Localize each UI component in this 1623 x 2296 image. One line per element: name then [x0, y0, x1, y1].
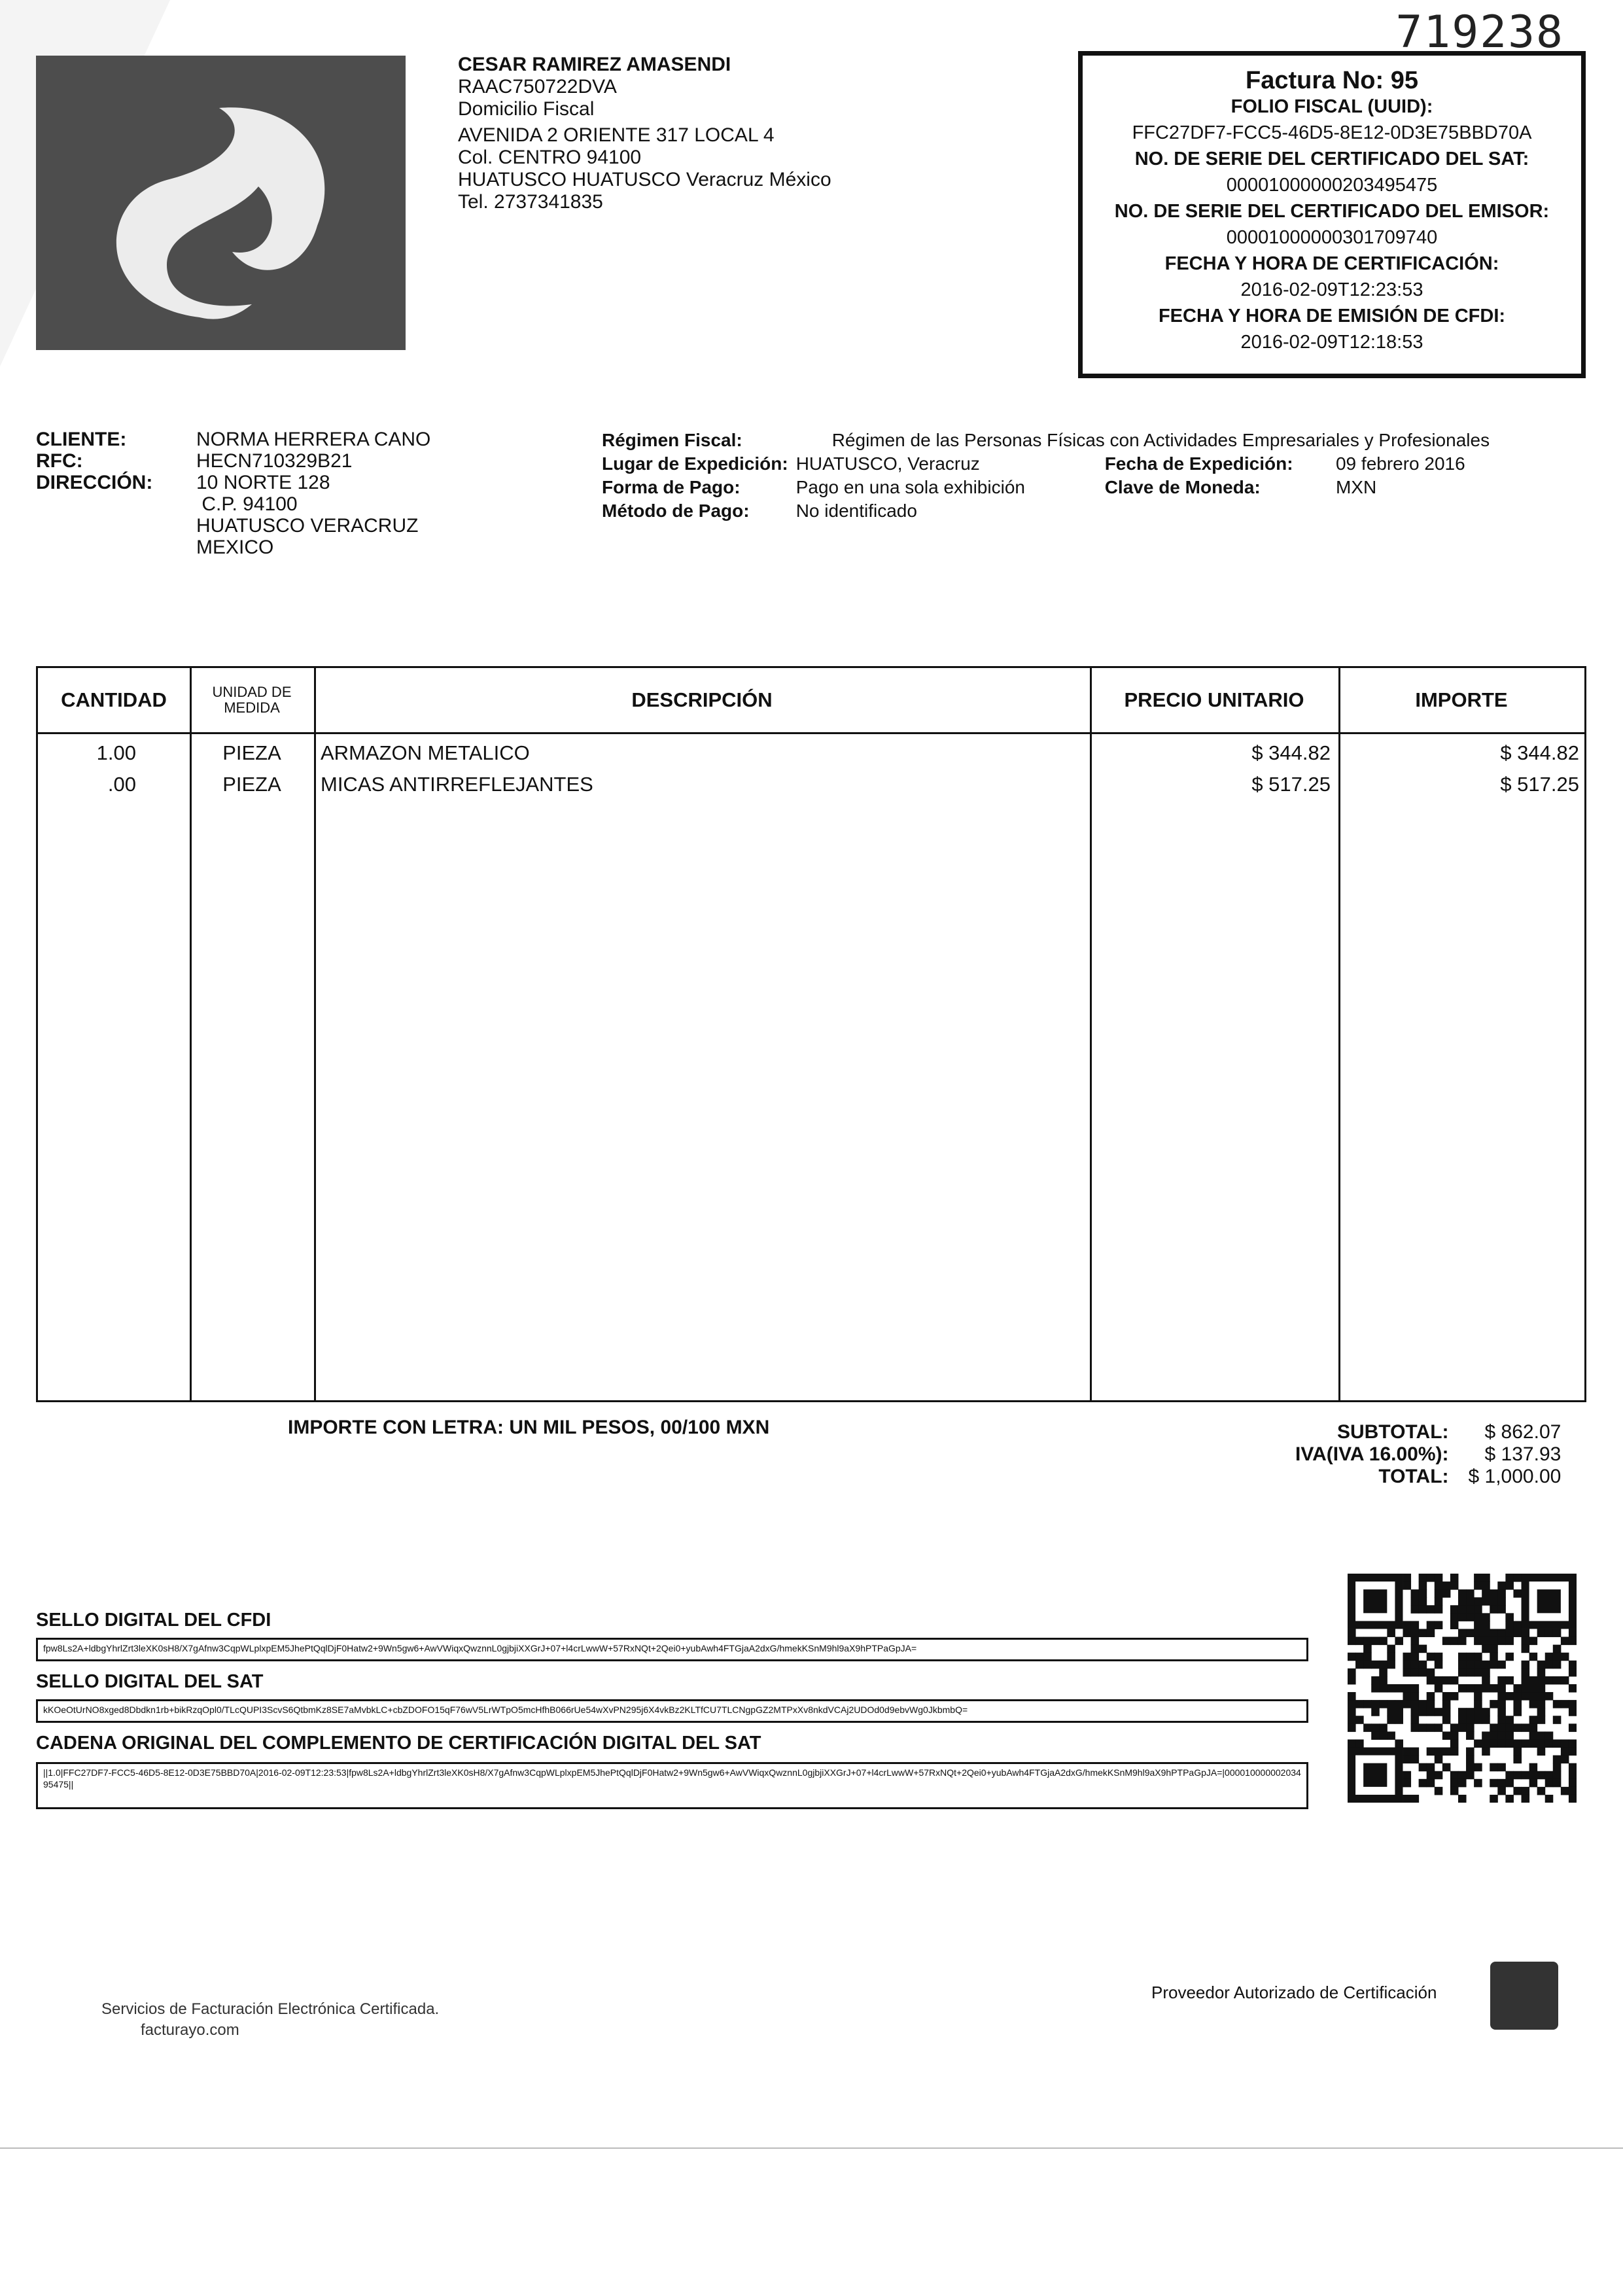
direccion-line4: MEXICO: [196, 537, 274, 558]
qr-code: [1348, 1574, 1577, 1803]
header-importe: IMPORTE: [1415, 688, 1508, 711]
direccion-line3: HUATUSCO VERACRUZ: [196, 515, 419, 537]
issuer-address-line1: AVENIDA 2 ORIENTE 317 LOCAL 4: [458, 124, 775, 146]
row-importe: $ 517.25: [1500, 773, 1579, 796]
header-descripcion: DESCRIPCIÓN: [631, 688, 773, 711]
cert-emisor-label: NO. DE SERIE DEL CERTIFICADO DEL EMISOR:: [1114, 201, 1550, 222]
invoice-info-box: [1078, 51, 1586, 378]
total-value: $ 1,000.00: [1468, 1466, 1562, 1487]
row-unidad: PIEZA: [222, 773, 281, 796]
direccion-line2: C.P. 94100: [196, 493, 298, 515]
issuer-name: CESAR RAMIREZ AMASENDI: [458, 54, 731, 75]
issuer-domicilio-label: Domicilio Fiscal: [458, 98, 595, 120]
fecha-emision-label: FECHA Y HORA DE EMISIÓN DE CFDI:: [1158, 306, 1506, 327]
uuid-value: FFC27DF7-FCC5-46D5-8E12-0D3E75BBD70A: [1132, 122, 1532, 143]
subtotal-value: $ 862.07: [1484, 1421, 1562, 1443]
row-importe: $ 344.82: [1500, 741, 1579, 764]
cadena-original-label: CADENA ORIGINAL DEL COMPLEMENTO DE CERTIFICACIÓN DIGITAL DEL SAT: [36, 1733, 761, 1754]
sello-cfdi-value: fpw8Ls2A+ldbgYhrlZrt3leXK0sH8/X7gAfnw3CqpWLplxpEM5JhePtQqlDjF0Hatw2+9Wn5gw6+AwVWiqxQwznnL0gjbjiXXGrJ+07+l4crLwwW+57RxNQt+2Qei0+yubAwh4FTGjaA2dxG/hmekKSnM9hl9aX9hPTPaGpJA=: [36, 1638, 1308, 1661]
pac-line2: facturayo.com: [141, 2021, 239, 2039]
sello-cfdi-label: SELLO DIGITAL DEL CFDI: [36, 1610, 271, 1631]
table-row: [38, 769, 1584, 800]
row-precio: $ 517.25: [1251, 773, 1331, 796]
sello-sat-label: SELLO DIGITAL DEL SAT: [36, 1671, 264, 1692]
moneda-value: MXN: [1335, 477, 1377, 497]
header-precio: PRECIO UNITARIO: [1124, 688, 1304, 711]
moneda-label: Clave de Moneda:: [1104, 477, 1261, 497]
total-label: TOTAL:: [1378, 1466, 1449, 1487]
cliente-value: NORMA HERRERA CANO: [196, 429, 431, 450]
issuer-address-line2: Col. CENTRO 94100: [458, 147, 642, 168]
fiscal-meta-block: [602, 429, 1497, 523]
row-descripcion: ARMAZON METALICO: [321, 741, 530, 764]
issuer-block: [458, 54, 831, 213]
direccion-value: [196, 472, 430, 558]
importe-con-letra: IMPORTE CON LETRA: UN MIL PESOS, 00/100 MXN: [288, 1417, 770, 1438]
pac-provider: [101, 1999, 439, 2041]
footer-divider: [0, 2147, 1623, 2149]
uuid-label: FOLIO FISCAL (UUID):: [1230, 96, 1433, 117]
handwritten-number: 719238: [1395, 7, 1564, 58]
issuer-address-line3: HUATUSCO HUATUSCO Veracruz México: [458, 169, 831, 190]
invoice-number: Factura No: 95: [1246, 67, 1418, 94]
row-cantidad: 1.00: [96, 741, 136, 764]
table-header: [38, 668, 1584, 734]
client-block: [36, 429, 430, 558]
cert-sat-value: 00001000000203495475: [1226, 175, 1438, 196]
metodo-label: Método de Pago:: [602, 501, 750, 521]
concepts-table: [36, 666, 1586, 1402]
row-descripcion: MICAS ANTIRREFLEJANTES: [321, 773, 593, 796]
metodo-value: No identificado: [795, 501, 917, 521]
logo-swirl-icon: [36, 56, 406, 350]
rfc-label: RFC:: [36, 450, 83, 472]
fecha-exp-label: Fecha de Expedición:: [1104, 453, 1293, 474]
subtotal-label: SUBTOTAL:: [1336, 1421, 1449, 1443]
lugar-value: HUATUSCO, Veracruz: [795, 453, 980, 474]
issuer-rfc: RAAC750722DVA: [458, 76, 617, 97]
cert-sat-label: NO. DE SERIE DEL CERTIFICADO DEL SAT:: [1134, 149, 1529, 169]
regimen-value: Régimen de las Personas Físicas con Actividades Empresariales y Profesionales: [831, 430, 1490, 450]
pac-line1: Servicios de Facturación Electrónica Certificada.: [101, 2000, 440, 2018]
cliente-label: CLIENTE:: [36, 429, 127, 450]
totals-block: [1276, 1421, 1561, 1488]
issuer-phone: Tel. 2737341835: [458, 191, 603, 213]
rfc-value: HECN710329B21: [196, 450, 353, 472]
issuer-logo: [36, 56, 406, 350]
forma-value: Pago en una sola exhibición: [795, 477, 1025, 497]
fecha-exp-value: 09 febrero 2016: [1335, 453, 1465, 474]
cadena-original-value: ||1.0|FFC27DF7-FCC5-46D5-8E12-0D3E75BBD70A|2016-02-09T12:23:53|fpw8Ls2A+ldbgYhrlZrt3leXK0sH8/X7gAfnw3CqpWLplxpEM5JhePtQqlDjF0Hatw2+9Wn5gw6+AwVWiqxQwznnL0gjbjiXXGrJ+07+l4crLwwW+57RxNQt+2Qei0+yubAwh4FTGjaA2dxG/hmekKSnM9hl9aX9hPTPaGpJA=|00001000000203495475||: [36, 1762, 1308, 1809]
direccion-line1: 10 NORTE 128: [196, 472, 330, 493]
qr-code-icon: [1348, 1574, 1577, 1803]
header-unidad: UNIDAD DE MEDIDA: [212, 684, 292, 716]
table-row: [38, 737, 1584, 769]
fecha-emision-value: 2016-02-09T12:18:53: [1240, 332, 1423, 353]
iva-value: $ 137.93: [1484, 1443, 1562, 1465]
sello-sat-value: kKOeOtUrNO8xged8Dbdkn1rb+bikRzqOpl0/TLcQUPI3ScvS6QtbmKz8SE7aMvbkLC+cbZDOFO15qF76wV5LrWTpO5mcHfhB066rUe54wXvPN295j6X4vkBz2KLTfCU7TLCNgpGZ2MTPxXv8nkdVCAj2UDOd0d9ebvWg0JkbmbQ=: [36, 1699, 1308, 1723]
fecha-cert-value: 2016-02-09T12:23:53: [1240, 279, 1423, 300]
header-cantidad: CANTIDAD: [61, 688, 167, 711]
proveedor-autorizado: Proveedor Autorizado de Certificación: [1151, 1983, 1437, 2002]
row-precio: $ 344.82: [1251, 741, 1331, 764]
cert-emisor-value: 00001000000301709740: [1226, 227, 1438, 248]
forma-label: Forma de Pago:: [602, 477, 741, 497]
regimen-label: Régimen Fiscal:: [602, 430, 742, 450]
row-unidad: PIEZA: [222, 741, 281, 764]
sat-logo-icon: [1490, 1962, 1558, 2030]
direccion-label: DIRECCIÓN:: [36, 472, 153, 493]
lugar-label: Lugar de Expedición:: [602, 453, 788, 474]
row-cantidad: .00: [107, 773, 136, 796]
fecha-cert-label: FECHA Y HORA DE CERTIFICACIÓN:: [1164, 253, 1499, 274]
iva-label: IVA(IVA 16.00%):: [1295, 1443, 1449, 1465]
